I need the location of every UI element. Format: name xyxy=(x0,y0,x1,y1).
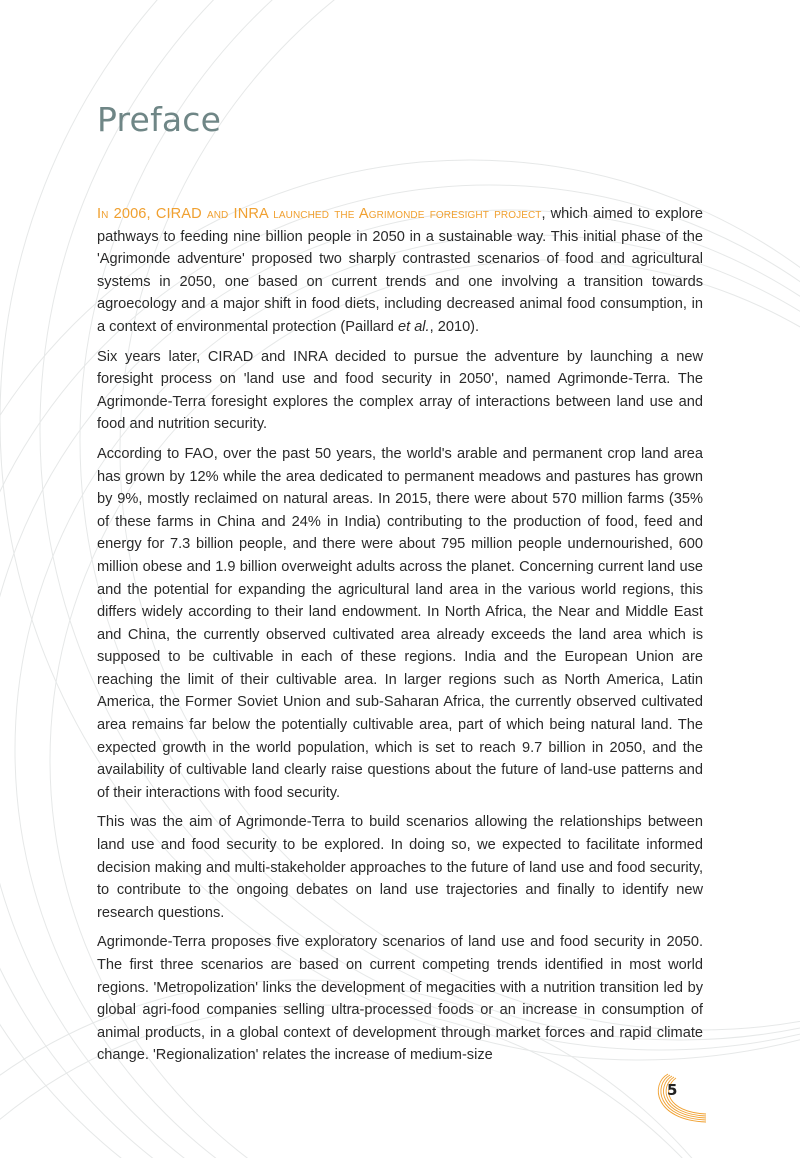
preface-body xyxy=(97,203,703,1074)
paragraph-2: Six years later, CIRAD and INRA decided to pursue the adventure by launching a new foresight process on 'land use and food security in 2050', named Agrimonde-Terra. The Agrimonde-Terra foresight explores the complex array of interactions between land use and food and nutrition security. xyxy=(97,348,703,433)
page-number-swirl-icon xyxy=(640,1070,710,1130)
paragraph-text: , which aimed to explore pathways to feeding nine billion people in 2050 in a sustainable way. This initial phase of the 'Agrimonde adventure' proposed two sharply contrasted scenarios of food and agricultural systems in 2050, one based on current trends and one involving a transition towards agroecology and a major shift in food diets, including decreased animal food consumption, in a context of environmental protection (Paillard xyxy=(97,206,703,335)
page-title: Preface xyxy=(97,100,222,139)
lead-in-text: In 2006, CIRAD and INRA launched the Agrimonde foresight project xyxy=(97,206,542,222)
paragraph-3: According to FAO, over the past 50 years, the world's arable and permanent crop land area has grown by 12% while the area dedicated to permanent meadows and pastures has grown by 9%, mostly reclaimed on natural areas. In 2015, there were about 570 million farms (35% of these farms in China and 24% in India) contributing to the production of food, feed and energy for 7.3 billion people, and there were about 795 million people undernourished, 600 million obese and 1.9 billion overweight adults across the planet. Concerning current land use and the potential for expanding the agricultural land area in the various world regions, this differs widely according to their land endowment. In North Africa, the Near and Middle East and China, the currently observed cultivated area already exceeds the land area which is supposed to be cultivable in each of these regions. India and the European Union are reaching the limit of their cultivable area. In larger regions such as North America, Latin America, the Former Soviet Union and sub-Saharan Africa, the currently observed cultivated area remains far below the potentially cultivable area, part of which being natural land. The expected growth in the world population, which is set to reach 9.7 billion in 2050, and the availability of cultivable land clearly raise questions about the future of land-use patterns and of their interactions with food security. xyxy=(97,445,703,801)
page-number: 5 xyxy=(667,1081,678,1099)
paragraph-4: This was the aim of Agrimonde-Terra to build scenarios allowing the relationships between land use and food security to be explored. In doing so, we expected to facilitate informed decision making and multi-stakeholder approaches to the future of land use and food security, to contribute to the ongoing debates on land use trajectories and finally to identify new research questions. xyxy=(97,814,703,921)
paragraph-tail: , 2010). xyxy=(429,318,480,335)
italic-citation: et al. xyxy=(397,318,430,335)
paragraph-5: Agrimonde-Terra proposes five exploratory scenarios of land use and food security in 2050. The first three scenarios are based on current competing trends identified in most world regions. 'Metropolization' links the development of megacities with a nutrition transition led by global agri-food companies selling ultra-processed foods or an increase in consumption of animal products, in a global context of development through market forces and rapid climate change. 'Regionalization' relates the increase of medium-size xyxy=(97,934,703,1064)
paragraph-1 xyxy=(97,203,703,339)
